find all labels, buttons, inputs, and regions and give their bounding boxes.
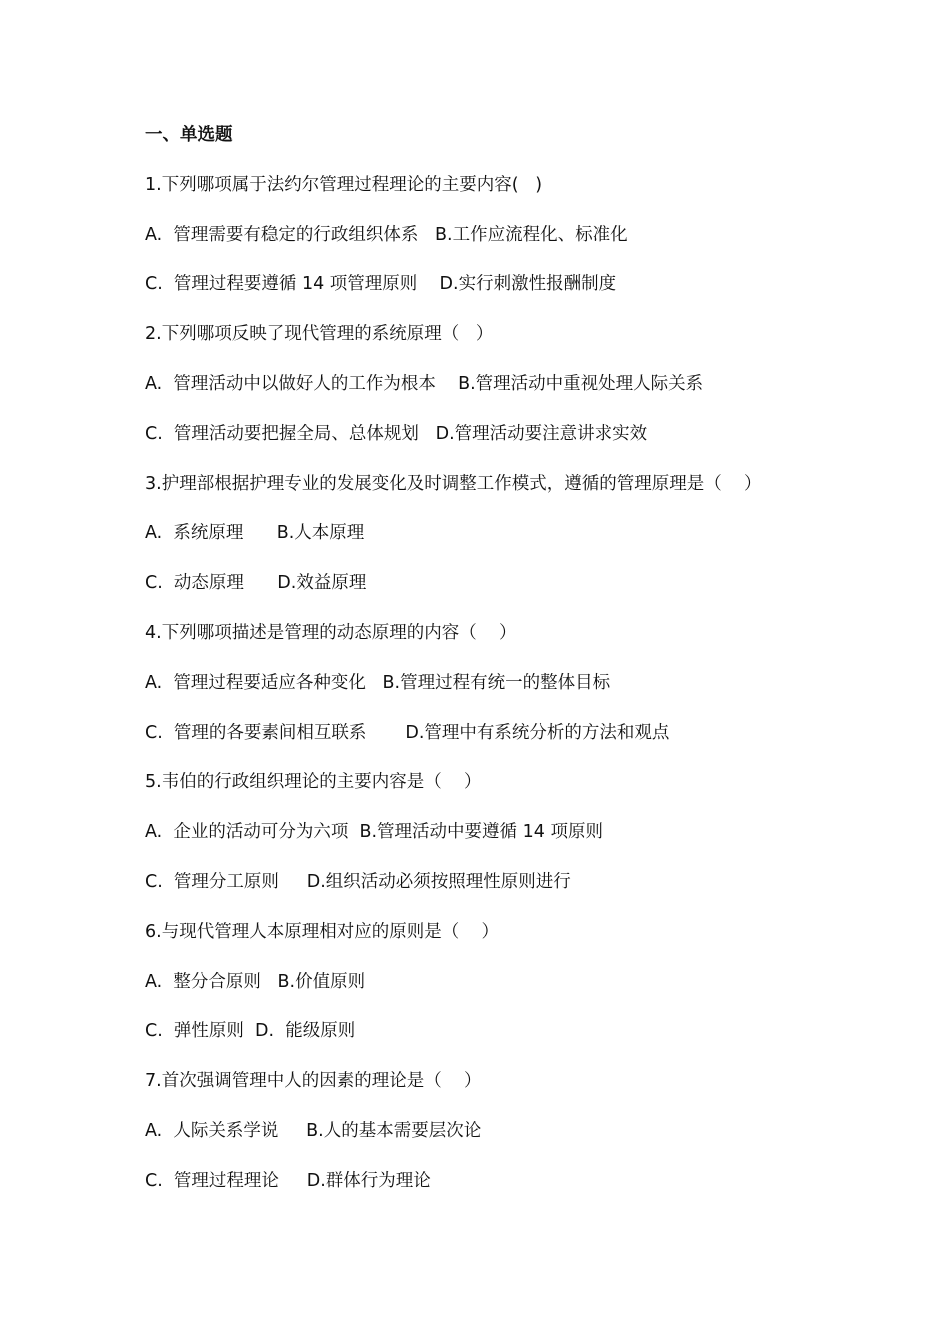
question-3-stem: 3.护理部根据护理专业的发展变化及时调整工作模式，遵循的管理原理是（ ） <box>145 473 762 494</box>
question-5-options-cd: C. 管理分工原则 D.组织活动必须按照理性原则进行 <box>145 871 571 892</box>
question-4-stem: 4.下列哪项描述是管理的动态原理的内容（ ） <box>145 622 517 643</box>
question-2-stem: 2.下列哪项反映了现代管理的系统原理（ ） <box>145 324 494 345</box>
question-5-options-ab: A. 企业的活动可分为六项 B.管理活动中要遵循 14 项原则 <box>145 822 603 843</box>
question-1-stem: 1.下列哪项属于法约尔管理过程理论的主要内容( ) <box>145 174 543 195</box>
question-2-options-cd: C. 管理活动要把握全局、总体规划 D.管理活动要注意讲求实效 <box>145 423 648 444</box>
question-1-options-cd: C. 管理过程要遵循 14 项管理原则 D.实行刺激性报酬制度 <box>145 274 617 295</box>
question-4-options-ab: A. 管理过程要适应各种变化 B.管理过程有统一的整体目标 <box>145 672 611 693</box>
question-3-options-cd: C. 动态原理 D.效益原理 <box>145 573 367 594</box>
question-5-stem: 5.韦伯的行政组织理论的主要内容是（ ） <box>145 772 482 793</box>
question-4-options-cd: C. 管理的各要素间相互联系 D.管理中有系统分析的方法和观点 <box>145 722 670 743</box>
question-3-options-ab: A. 系统原理 B.人本原理 <box>145 523 365 544</box>
question-6-options-cd: C. 弹性原则 D. 能级原则 <box>145 1021 356 1042</box>
question-7-options-cd: C. 管理过程理论 D.群体行为理论 <box>145 1170 431 1191</box>
question-2-options-ab: A. 管理活动中以做好人的工作为根本 B.管理活动中重视处理人际关系 <box>145 373 704 394</box>
question-1-options-ab: A. 管理需要有稳定的行政组织体系 B.工作应流程化、标准化 <box>145 224 628 245</box>
question-7-stem: 7.首次强调管理中人的因素的理论是（ ） <box>145 1071 482 1092</box>
question-6-stem: 6.与现代管理人本原理相对应的原则是（ ） <box>145 921 499 942</box>
section-title: 一、单选题 <box>145 125 233 145</box>
question-7-options-ab: A. 人际关系学说 B.人的基本需要层次论 <box>145 1120 482 1141</box>
question-6-options-ab: A. 整分合原则 B.价值原则 <box>145 971 366 992</box>
exam-page <box>145 120 905 1216</box>
